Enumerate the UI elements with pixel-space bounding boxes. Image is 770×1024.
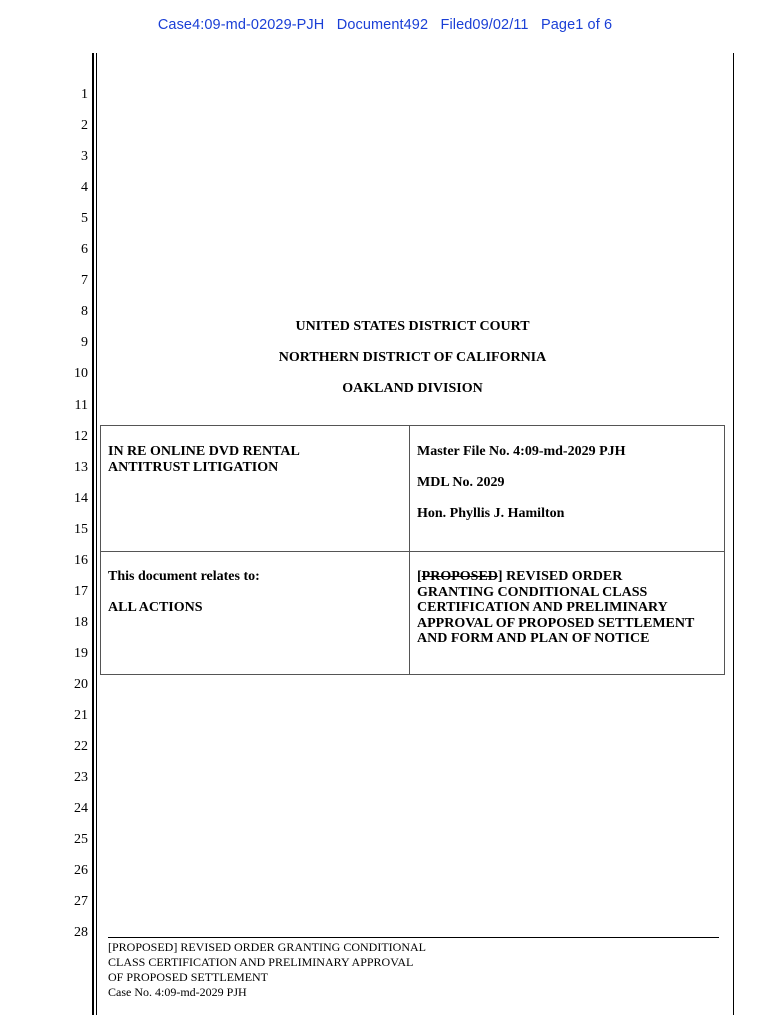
line-number: 23: [74, 770, 88, 786]
left-margin-rule-inner: [96, 53, 97, 1015]
footer-rule: [108, 937, 719, 938]
document-title-line: APPROVAL OF PROPOSED SETTLEMENT: [417, 615, 695, 631]
case-name-line: IN RE ONLINE DVD RENTAL: [108, 444, 300, 459]
document-title-line: [417, 569, 694, 585]
line-number: 17: [74, 583, 88, 599]
caption-horizontal-divider: [101, 551, 724, 552]
line-number: 27: [74, 894, 88, 910]
line-number: 28: [74, 925, 88, 941]
line-number: 21: [74, 708, 88, 723]
line-number: 24: [74, 801, 88, 817]
caption-vertical-divider: [409, 426, 410, 674]
line-number: 22: [74, 739, 88, 755]
line-number: 6: [81, 242, 88, 258]
line-number: 15: [74, 521, 88, 537]
line-number: 26: [74, 863, 88, 879]
line-number: 9: [81, 335, 88, 351]
footer-line: CLASS CERTIFICATION AND PRELIMINARY APPROVAL: [108, 955, 414, 969]
struck-proposed: PROPOSED: [421, 569, 498, 584]
case-name-line: ANTITRUST LITIGATION: [108, 459, 279, 475]
line-number: 14: [74, 490, 88, 506]
document-title: [417, 569, 694, 647]
line-number: 10: [74, 366, 88, 382]
court-division: OAKLAND DIVISION: [342, 381, 483, 396]
title-bracket: [: [417, 569, 422, 584]
all-actions-label: ALL ACTIONS: [108, 600, 203, 615]
document-title-line: CERTIFICATION AND PRELIMINARY: [417, 600, 668, 616]
document-title-line: AND FORM AND PLAN OF NOTICE: [417, 631, 650, 647]
mdl-number: MDL No. 2029: [417, 475, 505, 490]
line-number: 25: [74, 832, 88, 848]
line-number: 1: [81, 87, 88, 102]
line-number: 12: [74, 428, 88, 444]
line-number: 3: [81, 149, 88, 165]
case-name: [108, 444, 300, 475]
court-name: UNITED STATES DISTRICT COURT: [295, 319, 530, 334]
case-caption-table: [100, 425, 725, 675]
judge-name: Hon. Phyllis J. Hamilton: [417, 506, 565, 521]
footer-line: [PROPOSED] REVISED ORDER GRANTING CONDITIONAL: [108, 940, 426, 954]
left-margin-rule: [92, 53, 94, 1015]
footer-line: Case No. 4:09-md-2029 PJH: [108, 985, 247, 999]
court-district: NORTHERN DISTRICT OF CALIFORNIA: [278, 350, 547, 365]
line-number: 20: [74, 676, 88, 692]
line-number: 5: [81, 211, 88, 227]
line-number: 19: [74, 645, 88, 661]
document-footer: [108, 940, 668, 1000]
line-number: 11: [74, 397, 88, 413]
footer-line: OF PROPOSED SETTLEMENT: [108, 970, 269, 984]
title-rest: ] REVISED ORDER: [497, 569, 623, 584]
line-number: 8: [81, 304, 88, 320]
line-number: 13: [74, 459, 88, 475]
master-file-number: Master File No. 4:09-md-2029 PJH: [417, 444, 626, 459]
line-number: 7: [81, 273, 88, 289]
ecf-filing-header: Case4:09-md-02029-PJH Document492 Filed09/02/11 Page1 of 6: [157, 17, 613, 33]
relates-to-label: This document relates to:: [108, 569, 260, 584]
line-number: 16: [74, 552, 88, 568]
line-number: 4: [81, 180, 88, 196]
line-number: 18: [74, 614, 88, 630]
document-title-line: GRANTING CONDITIONAL CLASS: [417, 584, 648, 600]
line-number: 2: [81, 118, 88, 134]
right-margin-rule: [733, 53, 734, 1015]
